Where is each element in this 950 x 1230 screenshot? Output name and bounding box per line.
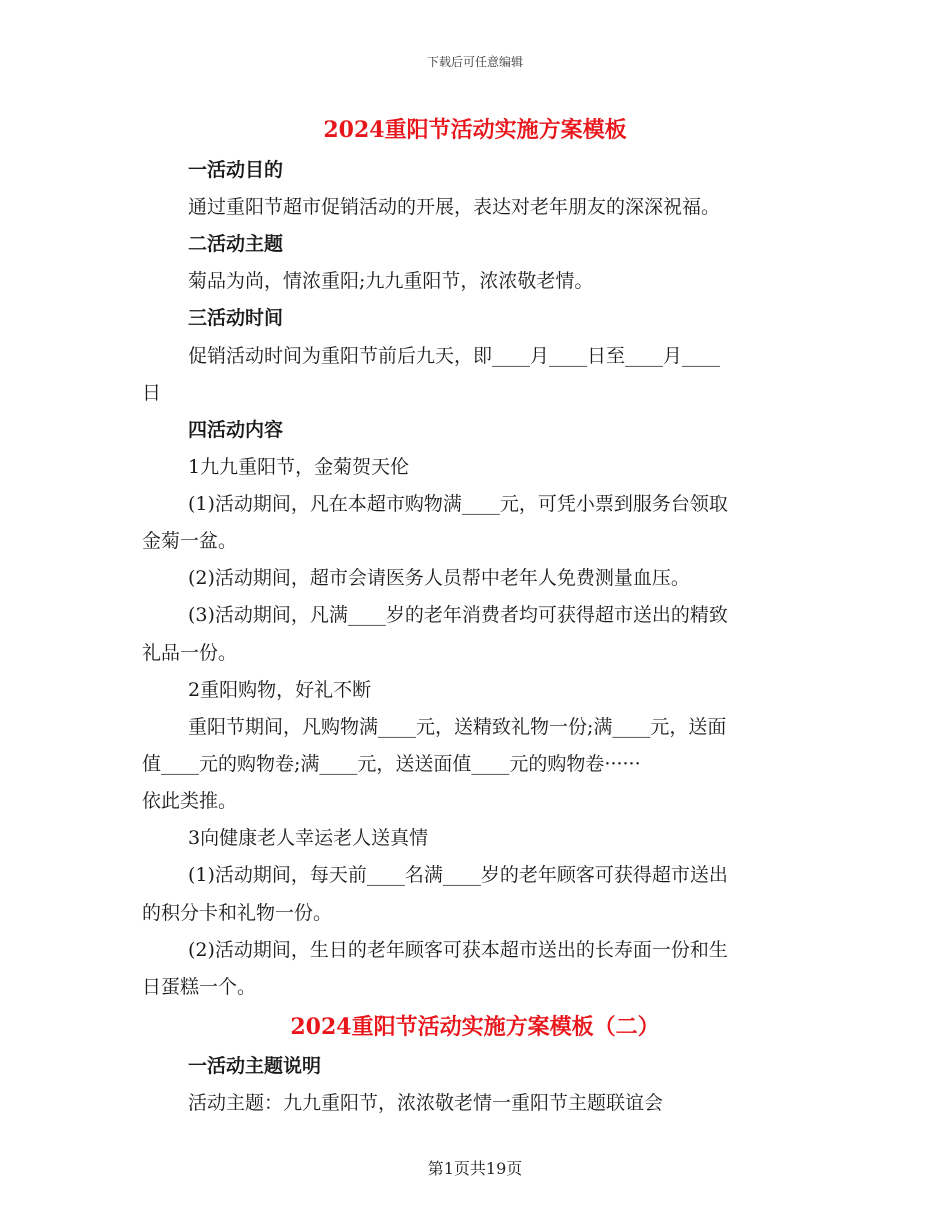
- item-1-1-line2: 金菊一盆。: [142, 530, 238, 552]
- item-1-3-line1: (3)活动期间，凡满____岁的老年消费者均可获得超市送出的精致: [188, 604, 728, 626]
- section-heading-time: 三活动时间: [188, 307, 284, 329]
- section-heading-theme-desc: 一活动主题说明: [188, 1055, 322, 1077]
- page-footer: 第1页共19页: [427, 1159, 523, 1178]
- item-1-3-line2: 礼品一份。: [142, 642, 238, 664]
- item-1-1-line1: (1)活动期间，凡在本超市购物满____元，可凭小票到服务台领取: [188, 493, 728, 515]
- paragraph-purpose: 通过重阳节超市促销活动的开展，表达对老年朋友的深深祝福。: [188, 196, 721, 218]
- document-title: 2024重阳节活动实施方案模板: [323, 117, 627, 143]
- subsection-2-title: 2重阳购物，好礼不断: [188, 679, 372, 701]
- item-3-2-line2: 日蛋糕一个。: [142, 976, 257, 998]
- paragraph-theme-desc: 活动主题：九九重阳节，浓浓敬老情一重阳节主题联谊会: [188, 1092, 664, 1114]
- paragraph-time-line2: 日: [142, 382, 162, 404]
- item-1-2: (2)活动期间，超市会请医务人员帮中老年人免费测量血压。: [188, 567, 690, 589]
- item-3-1-line2: 的积分卡和礼物一份。: [142, 902, 333, 924]
- item-3-1-line1: (1)活动期间，每天前____名满____岁的老年顾客可获得超市送出: [188, 864, 728, 886]
- section-heading-content: 四活动内容: [188, 419, 284, 441]
- section-heading-theme: 二活动主题: [188, 233, 284, 255]
- section-heading-purpose: 一活动目的: [188, 159, 284, 181]
- subsection-2-para-line3: 依此类推。: [142, 790, 238, 812]
- document-title-second: 2024重阳节活动实施方案模板（二）: [290, 1014, 660, 1040]
- subsection-2-para-line1: 重阳节期间，凡购物满____元，送精致礼物一份;满____元，送面: [188, 716, 727, 738]
- page-header: 下载后可任意编辑: [426, 55, 523, 69]
- subsection-1-title: 1九九重阳节，金菊贺天伦: [188, 456, 410, 478]
- subsection-2-para-line2: 值____元的购物卷;满____元，送送面值____元的购物卷······: [142, 753, 641, 775]
- item-3-2-line1: (2)活动期间，生日的老年顾客可获本超市送出的长寿面一份和生: [188, 939, 728, 961]
- paragraph-theme: 菊品为尚，情浓重阳;九九重阳节，浓浓敬老情。: [188, 270, 594, 292]
- subsection-3-title: 3向健康老人幸运老人送真情: [188, 827, 429, 849]
- paragraph-time-line1: 促销活动时间为重阳节前后九天，即____月____日至____月____: [188, 345, 721, 367]
